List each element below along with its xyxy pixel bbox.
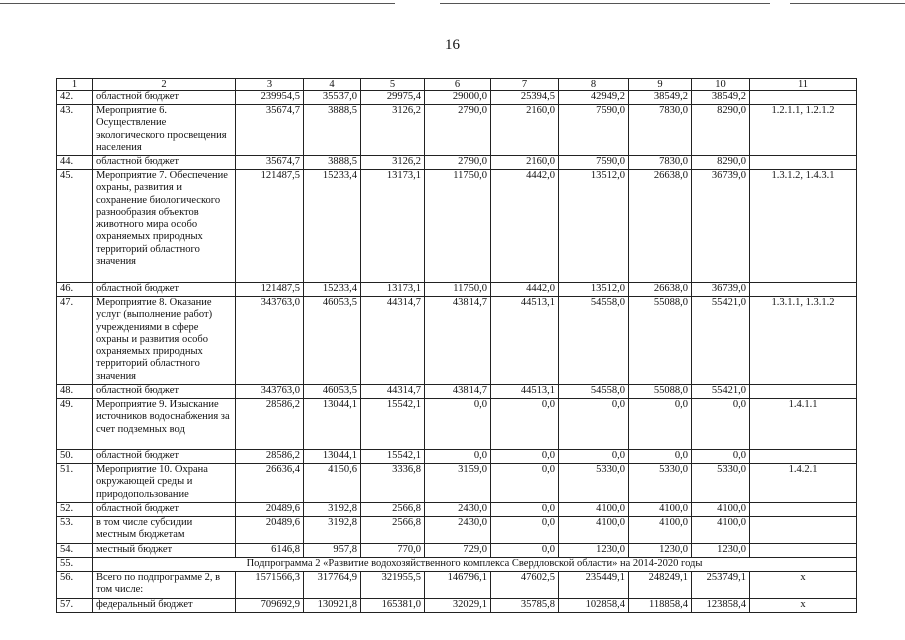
value-cell-col-7: 44513,1 [491, 385, 559, 399]
value-cell-col-7: 4442,0 [491, 170, 559, 283]
value-cell-col-3: 28586,2 [236, 399, 304, 450]
value-cell-col-9: 26638,0 [629, 170, 692, 283]
value-cell-col-4: 46053,5 [304, 297, 361, 385]
value-cell-col-9: 55088,0 [629, 385, 692, 399]
description-cell: областной бюджет [93, 450, 236, 464]
value-cell-col-3: 26636,4 [236, 464, 304, 503]
value-cell-col-3: 343763,0 [236, 297, 304, 385]
table-row [57, 297, 857, 385]
value-cell-col-7: 4442,0 [491, 283, 559, 297]
value-cell-col-5: 15542,1 [361, 450, 425, 464]
table-row [57, 517, 857, 544]
value-cell-col-4: 957,8 [304, 544, 361, 558]
value-cell-col-7: 47602,5 [491, 572, 559, 599]
value-cell-col-6: 11750,0 [425, 283, 491, 297]
value-cell-col-7: 0,0 [491, 544, 559, 558]
value-cell-col-6: 2790,0 [425, 156, 491, 170]
value-cell-col-10: 55421,0 [692, 297, 750, 385]
target-refs-cell: 1.4.2.1 [750, 464, 857, 503]
value-cell-col-7: 0,0 [491, 517, 559, 544]
table-row [57, 385, 857, 399]
target-refs-cell [750, 450, 857, 464]
description-cell: в том числе субсидии местным бюджетам [93, 517, 236, 544]
table-row [57, 105, 857, 156]
row-number-cell: 56. [57, 572, 93, 599]
value-cell-col-8: 13512,0 [559, 170, 629, 283]
description-cell: Всего по подпрограмме 2, в том числе: [93, 572, 236, 599]
target-refs-cell [750, 283, 857, 297]
value-cell-col-6: 0,0 [425, 399, 491, 450]
column-number-9: 9 [629, 79, 692, 91]
value-cell-col-5: 321955,5 [361, 572, 425, 599]
value-cell-col-4: 46053,5 [304, 385, 361, 399]
target-refs-cell [750, 91, 857, 105]
value-cell-col-4: 3888,5 [304, 156, 361, 170]
target-refs-cell: 1.3.1.2, 1.4.3.1 [750, 170, 857, 283]
page-number: 16 [445, 37, 460, 53]
value-cell-col-8: 13512,0 [559, 283, 629, 297]
value-cell-col-3: 121487,5 [236, 283, 304, 297]
value-cell-col-3: 35674,7 [236, 105, 304, 156]
value-cell-col-10: 8290,0 [692, 105, 750, 156]
value-cell-col-10: 55421,0 [692, 385, 750, 399]
value-cell-col-7: 44513,1 [491, 297, 559, 385]
value-cell-col-10: 0,0 [692, 450, 750, 464]
value-cell-col-6: 11750,0 [425, 170, 491, 283]
value-cell-col-7: 0,0 [491, 399, 559, 450]
value-cell-col-10: 0,0 [692, 399, 750, 450]
column-numbers-row [57, 79, 857, 91]
table-row [57, 170, 857, 283]
row-number-cell: 54. [57, 544, 93, 558]
value-cell-col-7: 0,0 [491, 450, 559, 464]
value-cell-col-5: 2566,8 [361, 503, 425, 517]
table-row [57, 544, 857, 558]
value-cell-col-5: 3336,8 [361, 464, 425, 503]
value-cell-col-7: 2160,0 [491, 105, 559, 156]
table-row [57, 503, 857, 517]
value-cell-col-5: 44314,7 [361, 297, 425, 385]
value-cell-col-6: 729,0 [425, 544, 491, 558]
value-cell-col-10: 38549,2 [692, 91, 750, 105]
table-row [57, 572, 857, 599]
value-cell-col-5: 165381,0 [361, 599, 425, 613]
value-cell-col-4: 15233,4 [304, 170, 361, 283]
row-number-cell: 53. [57, 517, 93, 544]
budget-table-body [57, 79, 857, 613]
row-number-cell: 45. [57, 170, 93, 283]
table-row [57, 464, 857, 503]
value-cell-col-4: 317764,9 [304, 572, 361, 599]
row-number-cell: 50. [57, 450, 93, 464]
row-number-cell: 55. [57, 558, 93, 572]
description-cell: областной бюджет [93, 385, 236, 399]
row-number-cell: 52. [57, 503, 93, 517]
value-cell-col-8: 4100,0 [559, 517, 629, 544]
table-row [57, 156, 857, 170]
value-cell-col-4: 15233,4 [304, 283, 361, 297]
value-cell-col-6: 2430,0 [425, 517, 491, 544]
value-cell-col-4: 3192,8 [304, 517, 361, 544]
column-number-7: 7 [491, 79, 559, 91]
value-cell-col-10: 8290,0 [692, 156, 750, 170]
row-number-cell: 46. [57, 283, 93, 297]
value-cell-col-5: 13173,1 [361, 283, 425, 297]
value-cell-col-7: 0,0 [491, 464, 559, 503]
value-cell-col-9: 118858,4 [629, 599, 692, 613]
value-cell-col-9: 7830,0 [629, 105, 692, 156]
value-cell-col-4: 13044,1 [304, 450, 361, 464]
value-cell-col-4: 35537,0 [304, 91, 361, 105]
value-cell-col-9: 4100,0 [629, 503, 692, 517]
value-cell-col-9: 4100,0 [629, 517, 692, 544]
column-number-11: 11 [750, 79, 857, 91]
description-cell: областной бюджет [93, 156, 236, 170]
value-cell-col-7: 25394,5 [491, 91, 559, 105]
target-refs-cell: 1.2.1.1, 1.2.1.2 [750, 105, 857, 156]
value-cell-col-9: 0,0 [629, 450, 692, 464]
value-cell-col-5: 29975,4 [361, 91, 425, 105]
value-cell-col-5: 3126,2 [361, 156, 425, 170]
column-number-5: 5 [361, 79, 425, 91]
value-cell-col-8: 7590,0 [559, 105, 629, 156]
value-cell-col-7: 35785,8 [491, 599, 559, 613]
value-cell-col-3: 35674,7 [236, 156, 304, 170]
value-cell-col-4: 4150,6 [304, 464, 361, 503]
value-cell-col-8: 42949,2 [559, 91, 629, 105]
target-refs-cell: x [750, 599, 857, 613]
value-cell-col-8: 1230,0 [559, 544, 629, 558]
value-cell-col-8: 54558,0 [559, 297, 629, 385]
value-cell-col-10: 5330,0 [692, 464, 750, 503]
value-cell-col-5: 770,0 [361, 544, 425, 558]
value-cell-col-8: 7590,0 [559, 156, 629, 170]
value-cell-col-5: 13173,1 [361, 170, 425, 283]
value-cell-col-8: 102858,4 [559, 599, 629, 613]
value-cell-col-6: 2430,0 [425, 503, 491, 517]
row-number-cell: 44. [57, 156, 93, 170]
description-cell: Мероприятие 10. Охрана окружающей среды и природопользование [93, 464, 236, 503]
top-rule-right [790, 3, 905, 4]
value-cell-col-6: 29000,0 [425, 91, 491, 105]
value-cell-col-4: 3888,5 [304, 105, 361, 156]
column-number-4: 4 [304, 79, 361, 91]
value-cell-col-3: 343763,0 [236, 385, 304, 399]
value-cell-col-5: 3126,2 [361, 105, 425, 156]
value-cell-col-9: 26638,0 [629, 283, 692, 297]
column-number-1: 1 [57, 79, 93, 91]
table-row [57, 399, 857, 450]
value-cell-col-6: 32029,1 [425, 599, 491, 613]
table-row [57, 599, 857, 613]
top-rule-middle [440, 3, 770, 4]
subprogram-title-cell: Подпрограмма 2 «Развитие водохозяйственного комплекса Свердловской области» на 2014-2020 годы [93, 558, 857, 572]
column-number-6: 6 [425, 79, 491, 91]
value-cell-col-6: 43814,7 [425, 297, 491, 385]
value-cell-col-3: 28586,2 [236, 450, 304, 464]
description-cell: Мероприятие 9. Изыскание источников водоснабжения за счет подземных вод [93, 399, 236, 450]
row-number-cell: 57. [57, 599, 93, 613]
value-cell-col-7: 0,0 [491, 503, 559, 517]
row-number-cell: 43. [57, 105, 93, 156]
value-cell-col-5: 15542,1 [361, 399, 425, 450]
value-cell-col-10: 4100,0 [692, 517, 750, 544]
value-cell-col-6: 146796,1 [425, 572, 491, 599]
value-cell-col-8: 5330,0 [559, 464, 629, 503]
value-cell-col-8: 0,0 [559, 399, 629, 450]
target-refs-cell [750, 503, 857, 517]
description-cell: областной бюджет [93, 283, 236, 297]
value-cell-col-9: 38549,2 [629, 91, 692, 105]
target-refs-cell: 1.4.1.1 [750, 399, 857, 450]
value-cell-col-8: 235449,1 [559, 572, 629, 599]
description-cell: федеральный бюджет [93, 599, 236, 613]
row-number-cell: 49. [57, 399, 93, 450]
value-cell-col-9: 1230,0 [629, 544, 692, 558]
value-cell-col-10: 253749,1 [692, 572, 750, 599]
value-cell-col-9: 5330,0 [629, 464, 692, 503]
description-cell: Мероприятие 6. Осуществление экологического просвещения населения [93, 105, 236, 156]
target-refs-cell [750, 517, 857, 544]
value-cell-col-10: 36739,0 [692, 170, 750, 283]
table-row [57, 450, 857, 464]
description-cell: областной бюджет [93, 91, 236, 105]
top-rule-left [0, 3, 395, 4]
value-cell-col-8: 0,0 [559, 450, 629, 464]
value-cell-col-9: 0,0 [629, 399, 692, 450]
target-refs-cell: x [750, 572, 857, 599]
value-cell-col-6: 3159,0 [425, 464, 491, 503]
row-number-cell: 42. [57, 91, 93, 105]
value-cell-col-10: 1230,0 [692, 544, 750, 558]
table-row [57, 558, 857, 572]
value-cell-col-4: 3192,8 [304, 503, 361, 517]
description-cell: Мероприятие 8. Оказание услуг (выполнение работ) учреждениями в сфере охраны и развития особо охраняемых природных территорий областного значения [93, 297, 236, 385]
value-cell-col-6: 2790,0 [425, 105, 491, 156]
column-number-2: 2 [93, 79, 236, 91]
value-cell-col-3: 20489,6 [236, 503, 304, 517]
value-cell-col-6: 43814,7 [425, 385, 491, 399]
value-cell-col-5: 44314,7 [361, 385, 425, 399]
value-cell-col-5: 2566,8 [361, 517, 425, 544]
value-cell-col-8: 54558,0 [559, 385, 629, 399]
value-cell-col-3: 1571566,3 [236, 572, 304, 599]
value-cell-col-9: 55088,0 [629, 297, 692, 385]
row-number-cell: 47. [57, 297, 93, 385]
value-cell-col-10: 36739,0 [692, 283, 750, 297]
value-cell-col-7: 2160,0 [491, 156, 559, 170]
table-row [57, 283, 857, 297]
description-cell: местный бюджет [93, 544, 236, 558]
description-cell: областной бюджет [93, 503, 236, 517]
value-cell-col-9: 7830,0 [629, 156, 692, 170]
row-number-cell: 48. [57, 385, 93, 399]
value-cell-col-4: 130921,8 [304, 599, 361, 613]
value-cell-col-10: 4100,0 [692, 503, 750, 517]
value-cell-col-8: 4100,0 [559, 503, 629, 517]
target-refs-cell: 1.3.1.1, 1.3.1.2 [750, 297, 857, 385]
value-cell-col-4: 13044,1 [304, 399, 361, 450]
description-cell: Мероприятие 7. Обеспечение охраны, развития и сохранение биологического разнообразия объектов животного мира особо охраняемых природных территорий областного значения [93, 170, 236, 283]
column-number-10: 10 [692, 79, 750, 91]
value-cell-col-3: 20489,6 [236, 517, 304, 544]
value-cell-col-3: 121487,5 [236, 170, 304, 283]
budget-table [56, 78, 857, 613]
value-cell-col-6: 0,0 [425, 450, 491, 464]
target-refs-cell [750, 385, 857, 399]
target-refs-cell [750, 544, 857, 558]
value-cell-col-10: 123858,4 [692, 599, 750, 613]
value-cell-col-3: 6146,8 [236, 544, 304, 558]
value-cell-col-9: 248249,1 [629, 572, 692, 599]
column-number-3: 3 [236, 79, 304, 91]
target-refs-cell [750, 156, 857, 170]
row-number-cell: 51. [57, 464, 93, 503]
table-row [57, 91, 857, 105]
value-cell-col-3: 239954,5 [236, 91, 304, 105]
column-number-8: 8 [559, 79, 629, 91]
value-cell-col-3: 709692,9 [236, 599, 304, 613]
